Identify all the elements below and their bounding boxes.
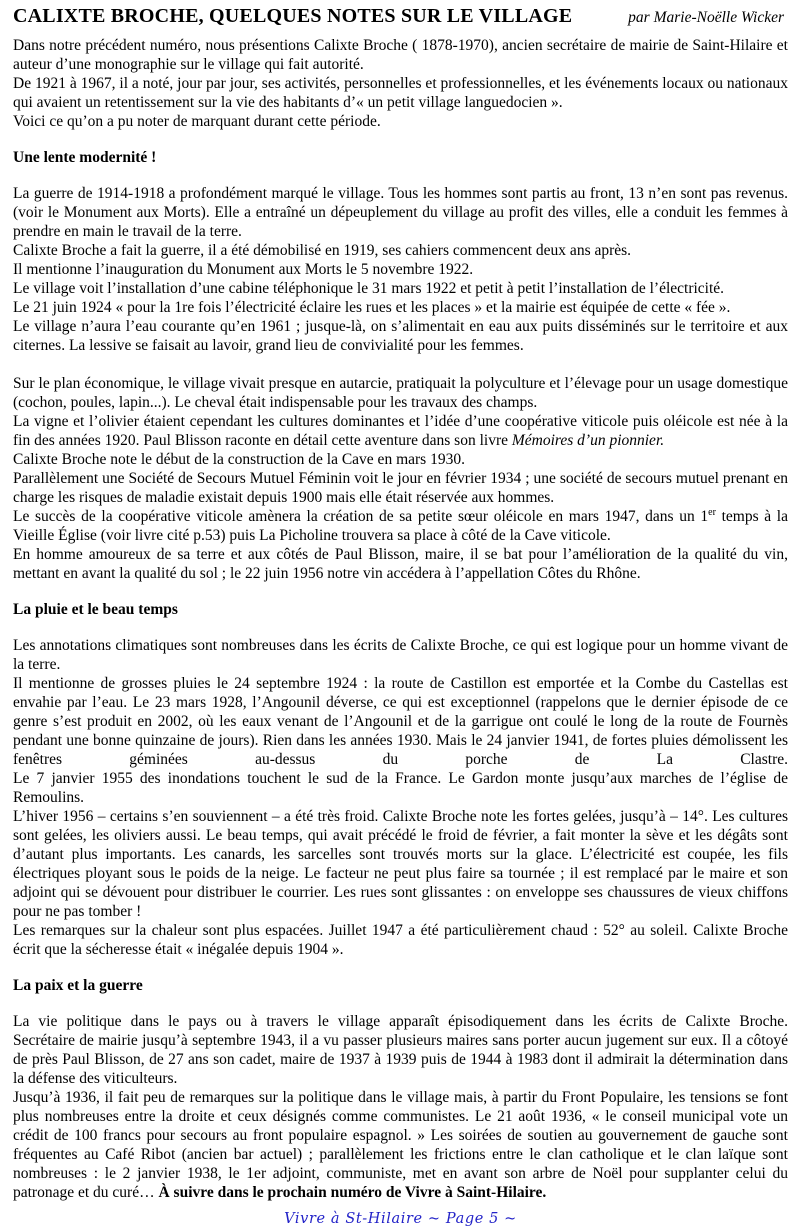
section-heading-paix: La paix et la guerre [13,977,143,994]
paragraph-inondations-1955: Le 7 janvier 1955 des inondations touchent le sud de la France. Le Gardon monte jusqu’aux marches de l’église de Remoulins. [13,770,788,806]
paragraph-grosses-pluies: Il mentionne de grosses pluies le 24 septembre 1924 : la route de Castillon est emportée et la Combe du Castellas est envahie par l’eau. Le 23 mars 1928, l’Angounil déverse, ce qui est exceptionnel (rappelons que le dernier épisode de ce genre s’est produit en 2002, où les eaux venant de l’Angounil et de la garrigue ont coulé le long de la route de Fournès pendant une bonne quinzaine de jours). Rien dans les années 1930. Mais le 24 janvier 1941, de fortes pluies démolissent les fenêtres géminées au-dessus du porche de La Clastre. [13,675,788,768]
paragraph-vie-politique: La vie politique dans le pays ou à travers le village apparaît épisodiquement dans les écrits de Calixte Broche. [13,1013,788,1030]
paragraph-cooperative-oleicole [13,507,788,545]
page-footer: Vivre à St-Hilaire ~ Page 5 ~ [284,1211,517,1227]
paragraph-demobilise-1919: Calixte Broche a fait la guerre, il a été démobilisé en 1919, ses cahiers commencent deux ans après. [13,242,632,259]
paragraph-annotations-climatiques: Les annotations climatiques sont nombreuses dans les écrits de Calixte Broche, ce qui est logique pour un homme vivant de la terre. [13,637,788,673]
paragraph-front-populaire [13,1088,788,1202]
page-title: CALIXTE BROCHE, QUELQUES NOTES SUR LE VILLAGE [13,5,573,27]
paragraph-text: temps à la Vieille Église (voir livre cité p.53) puis La Picholine trouvera sa place à côté de la Cave viticole. [13,508,788,544]
paragraph-cave-1930: Calixte Broche note le début de la construction de la Cave en mars 1930. [13,451,465,468]
intro-paragraph-1: Dans notre précédent numéro, nous présentions Calixte Broche ( 1878-1970), ancien secrétaire de mairie de Saint-Hilaire et auteur d’une monographie sur le village qui fait autorité. [13,37,788,73]
paragraph-secours-mutuel: Parallèlement une Société de Secours Mutuel Féminin voit le jour en février 1934 ; une société de secours mutuel prenant en charge les risques de maladie existait depuis 1900 mais elle était réservée aux hommes. [13,470,788,506]
ordinal-superscript: er [708,506,716,518]
paragraph-text: La vigne et l’olivier étaient cependant les cultures dominantes et l’idée d’une coopérative viticole puis oléicole est née à la fin des années 1920. Paul Blisson raconte en détail cette aventure dans son livre [13,413,788,449]
paragraph-secretaire-mairie: Secrétaire de mairie jusqu’à septembre 1943, il a vu passer plusieurs maires sans porter aucun jugement sur eux. Il a côtoyé de près Paul Blisson, de 27 ans son cadet, maire de 1937 à 1939 puis de 1944 à 1983 dont il admirait la détermination dans la défense des viticulteurs. [13,1032,788,1087]
paragraph-monument-1922: Il mentionne l’inauguration du Monument aux Morts le 5 novembre 1922. [13,261,474,278]
paragraph-cotes-du-rhone: En homme amoureux de sa terre et aux côtés de Paul Blisson, maire, il se bat pour l’amélioration de la qualité du vin, mettant en avant la qualité du sol ; le 22 juin 1956 notre vin accédera à l’appellation Côtes du Rhône. [13,546,788,582]
byline: par Marie-Noëlle Wicker [628,9,784,26]
section-heading-modernite: Une lente modernité ! [13,149,157,166]
intro-paragraph-2: De 1921 à 1967, il a noté, jour par jour, ses activités, personnelles et professionnelles, et les événements locaux ou nationaux qui avaient un retentissement sur la vie des habitants d’« un petit village languedocien ». [13,75,788,111]
paragraph-guerre-1914: La guerre de 1914-1918 a profondément marqué le village. Tous les hommes sont partis au front, 13 n’en sont pas revenus. (voir le Monument aux Morts). Elle a entraîné un dépeuplement du village au profit des villes, elle a conduit les femmes à prendre en main le travail de la terre. [13,185,788,240]
title-bar [13,5,788,28]
a-suivre-announcement: À suivre dans le prochain numéro de Vivre à Saint-Hilaire. [158,1184,547,1201]
paragraph-electricite-1924: Le 21 juin 1924 « pour la 1re fois l’électricité éclaire les rues et les places » et la mairie est équipée de cette « fée ». [13,299,731,316]
paragraph-vigne-olivier [13,412,788,450]
blank-line [13,355,788,374]
paragraph-economie-autarcie: Sur le plan économique, le village vivait presque en autarcie, pratiquait la polyculture et l’élevage pour un usage domestique (cochon, poules, lapin...). Le cheval était indispensable pour les travaux des champs. [13,375,788,411]
paragraph-hiver-1956: L’hiver 1956 – certains s’en souviennent – a été très froid. Calixte Broche note les fortes gelées, jusqu’à – 14°. Les cultures sont gelées, les oliviers aussi. Le beau temps, qui avait précédé le froid de février, a fait monter la sève et les dégâts sont d’autant plus importants. Les canards, les sarcelles sont trouvés morts sur la glace. L’électricité est coupée, les fils électriques ployant sous le poids de la neige. Le facteur ne peut plus faire sa tournée ; il est remplacé par le maire et son adjoint qui se dévouent pour distribuer le courrier. Les rues sont glissantes : on enveloppe ses chaussures de vieux chiffons pour ne pas tomber ! [13,808,788,920]
intro-paragraph-3: Voici ce qu’on a pu noter de marquant durant cette période. [13,113,381,130]
paragraph-text: Jusqu’à 1936, il fait peu de remarques sur la politique dans le village mais, à partir du Front Populaire, les tensions se font plus nombreuses entre la droite et ceux désignés comme communistes. Le 21 août 1936, « le conseil municipal vote un crédit de 100 francs pour secours au front populaire espagnol. » Les soirées de soutien au gouvernement de gauche sont fréquentes au Café Ribot (ancien bar actuel) ; parallèlement les frictions entre le clan catholique et le clan laïque sont nombreuses : le 2 janvier 1938, le 1er adjoint, communiste, met en avant son arbre de Noël pour supplanter celui du patronage et du curé… [13,1089,788,1201]
paragraph-eau-courante: Le village n’aura l’eau courante qu’en 1961 ; jusque-là, on s’alimentait en eau aux puits disséminés sur le territoire et aux citernes. La lessive se faisait au lavoir, grand lieu de convivialité pour les femmes. [13,318,788,354]
paragraph-chaleur-1947: Les remarques sur la chaleur sont plus espacées. Juillet 1947 a été particulièrement chaud : 52° au soleil. Calixte Broche écrit que la sécheresse était « inégalée depuis 1904 ». [13,922,788,958]
section-heading-pluie: La pluie et le beau temps [13,601,178,618]
book-title: Mémoires d’un pionnier. [511,432,665,449]
paragraph-text: Le succès de la coopérative viticole amènera la création de sa petite sœur oléicole en mars 1947, dans un 1 [13,508,709,525]
paragraph-cabine-telephonique: Le village voit l’installation d’une cabine téléphonique le 31 mars 1922 et petit à petit l’installation de l’électricité. [13,280,725,297]
